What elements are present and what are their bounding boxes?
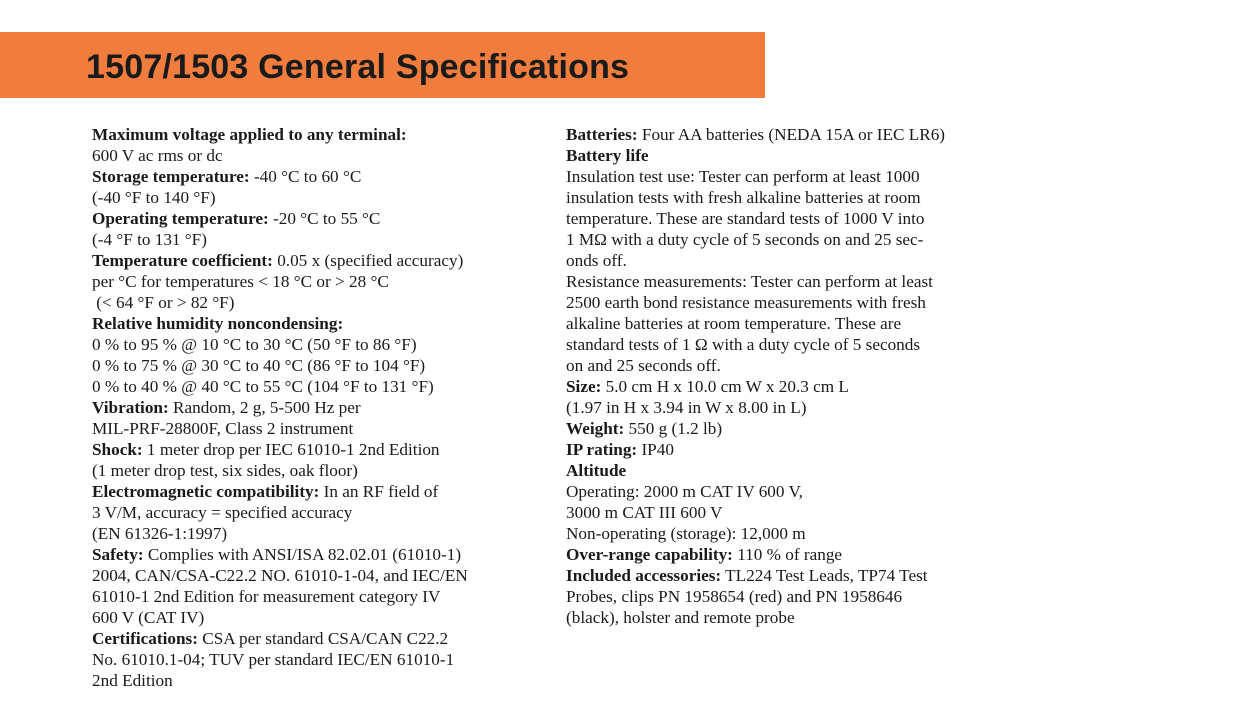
spec-text: 550 g (1.2 lb) [624, 419, 723, 438]
spec-line [92, 460, 552, 481]
spec-label: Shock: [92, 440, 143, 459]
spec-line [92, 670, 552, 691]
spec-text: onds off. [566, 251, 627, 270]
spec-text: -40 °C to 60 °C [249, 167, 362, 186]
spec-text: on and 25 seconds off. [566, 356, 721, 375]
spec-text: -20 °C to 55 °C [268, 209, 381, 228]
spec-label: Weight: [566, 419, 625, 438]
spec-line [566, 607, 1036, 628]
spec-line [566, 523, 1036, 544]
page-title: 1507/1503 General Specifications [86, 48, 630, 86]
spec-line [566, 187, 1036, 208]
spec-text: 1 MΩ with a duty cycle of 5 seconds on and 25 sec- [566, 230, 924, 249]
spec-label: Size: [566, 377, 602, 396]
spec-label: Maximum voltage applied to any terminal: [92, 125, 407, 144]
spec-text: 1 meter drop per IEC 61010-1 2nd Edition [142, 440, 440, 459]
spec-line [566, 208, 1036, 229]
spec-line [92, 145, 552, 166]
spec-label: Over-range capability: [566, 545, 733, 564]
spec-line [566, 502, 1036, 523]
spec-label: Safety: [92, 545, 144, 564]
spec-text: MIL-PRF-28800F, Class 2 instrument [92, 419, 354, 438]
spec-text: Probes, clips PN 1958654 (red) and PN 1958646 [566, 587, 903, 606]
spec-text: temperature. These are standard tests of 1000 V into [566, 209, 925, 228]
spec-line [566, 250, 1036, 271]
spec-line [92, 544, 552, 565]
spec-text: 3 V/M, accuracy = specified accuracy [92, 503, 353, 522]
spec-line [92, 565, 552, 586]
spec-line [92, 271, 552, 292]
spec-line [566, 397, 1036, 418]
spec-line [566, 586, 1036, 607]
spec-text: 2nd Edition [92, 671, 173, 690]
spec-line [92, 607, 552, 628]
spec-label: Batteries: [566, 125, 638, 144]
spec-label: Battery life [566, 146, 649, 165]
spec-text: 0 % to 75 % @ 30 °C to 40 °C (86 °F to 104 °F) [92, 356, 426, 375]
spec-line [92, 502, 552, 523]
spec-label: Storage temperature: [92, 167, 250, 186]
spec-text: Operating: 2000 m CAT IV 600 V, [566, 482, 803, 501]
spec-text: Insulation test use: Tester can perform at least 1000 [566, 167, 920, 186]
spec-text: 2500 earth bond resistance measurements with fresh [566, 293, 926, 312]
spec-label: Vibration: [92, 398, 169, 417]
spec-line [566, 313, 1036, 334]
spec-line [92, 481, 552, 502]
spec-text: In an RF field of [319, 482, 439, 501]
spec-label: Electromagnetic compatibility: [92, 482, 320, 501]
spec-column-left [92, 124, 552, 691]
spec-text: (black), holster and remote probe [566, 608, 795, 627]
spec-line [566, 271, 1036, 292]
spec-label: Included accessories: [566, 566, 722, 585]
spec-line [92, 628, 552, 649]
spec-line [566, 418, 1036, 439]
spec-label: Temperature coefficient: [92, 251, 273, 270]
spec-text: (1.97 in H x 3.94 in W x 8.00 in L) [566, 398, 807, 417]
spec-text: alkaline batteries at room temperature. These are [566, 314, 902, 333]
spec-line [566, 355, 1036, 376]
spec-line [92, 334, 552, 355]
spec-text: Non-operating (storage): 12,000 m [566, 524, 806, 543]
spec-line [92, 250, 552, 271]
spec-line [92, 292, 552, 313]
spec-line [566, 460, 1036, 481]
spec-text: 3000 m CAT III 600 V [566, 503, 723, 522]
spec-label: Relative humidity noncondensing: [92, 314, 344, 333]
spec-label: Altitude [566, 461, 627, 480]
spec-text: TL224 Test Leads, TP74 Test [721, 566, 928, 585]
spec-label: IP rating: [566, 440, 638, 459]
spec-text: 61010-1 2nd Edition for measurement category IV [92, 587, 441, 606]
spec-text: insulation tests with fresh alkaline batteries at room [566, 188, 921, 207]
spec-line [92, 208, 552, 229]
spec-text: (EN 61326-1:1997) [92, 524, 228, 543]
spec-line [566, 544, 1036, 565]
spec-line [92, 586, 552, 607]
spec-line [566, 334, 1036, 355]
spec-line [92, 418, 552, 439]
spec-line [92, 124, 552, 145]
spec-text: 600 V (CAT IV) [92, 608, 205, 627]
spec-label: Operating temperature: [92, 209, 269, 228]
spec-text: 2004, CAN/CSA-C22.2 NO. 61010-1-04, and IEC/EN [92, 566, 468, 585]
spec-line [566, 166, 1036, 187]
spec-line [566, 565, 1036, 586]
spec-line [566, 292, 1036, 313]
spec-line [92, 649, 552, 670]
spec-text: (< 64 °F or > 82 °F) [92, 293, 235, 312]
spec-line [566, 229, 1036, 250]
spec-text: No. 61010.1-04; TUV per standard IEC/EN 61010-1 [92, 650, 455, 669]
spec-text: (-4 °F to 131 °F) [92, 230, 207, 249]
spec-column-right [566, 124, 1036, 628]
spec-line [566, 439, 1036, 460]
spec-text: (1 meter drop test, six sides, oak floor) [92, 461, 358, 480]
spec-line [92, 313, 552, 334]
spec-line [566, 145, 1036, 166]
spec-line [92, 166, 552, 187]
spec-text: Four AA batteries (NEDA 15A or IEC LR6) [637, 125, 946, 144]
spec-text: Random, 2 g, 5-500 Hz per [168, 398, 361, 417]
spec-text: per °C for temperatures < 18 °C or > 28 °C [92, 272, 389, 291]
spec-text: 600 V ac rms or dc [92, 146, 223, 165]
spec-line [566, 124, 1036, 145]
spec-line [566, 376, 1036, 397]
spec-line [92, 376, 552, 397]
spec-line [566, 481, 1036, 502]
spec-line [92, 397, 552, 418]
spec-text: 110 % of range [732, 545, 843, 564]
spec-line [92, 187, 552, 208]
spec-text: 5.0 cm H x 10.0 cm W x 20.3 cm L [601, 377, 849, 396]
spec-text: (-40 °F to 140 °F) [92, 188, 216, 207]
spec-text: Resistance measurements: Tester can perform at least [566, 272, 933, 291]
spec-text: IP40 [637, 440, 674, 459]
spec-label: Certifications: [92, 629, 198, 648]
spec-line [92, 439, 552, 460]
spec-line [92, 355, 552, 376]
spec-text: 0.05 x (specified accuracy) [272, 251, 464, 270]
spec-text: standard tests of 1 Ω with a duty cycle of 5 seconds [566, 335, 921, 354]
spec-line [92, 229, 552, 250]
spec-line [92, 523, 552, 544]
spec-text: Complies with ANSI/ISA 82.02.01 (61010-1) [143, 545, 462, 564]
spec-text: 0 % to 95 % @ 10 °C to 30 °C (50 °F to 86 °F) [92, 335, 417, 354]
spec-text: CSA per standard CSA/CAN C22.2 [197, 629, 449, 648]
spec-text: 0 % to 40 % @ 40 °C to 55 °C (104 °F to 131 °F) [92, 377, 434, 396]
